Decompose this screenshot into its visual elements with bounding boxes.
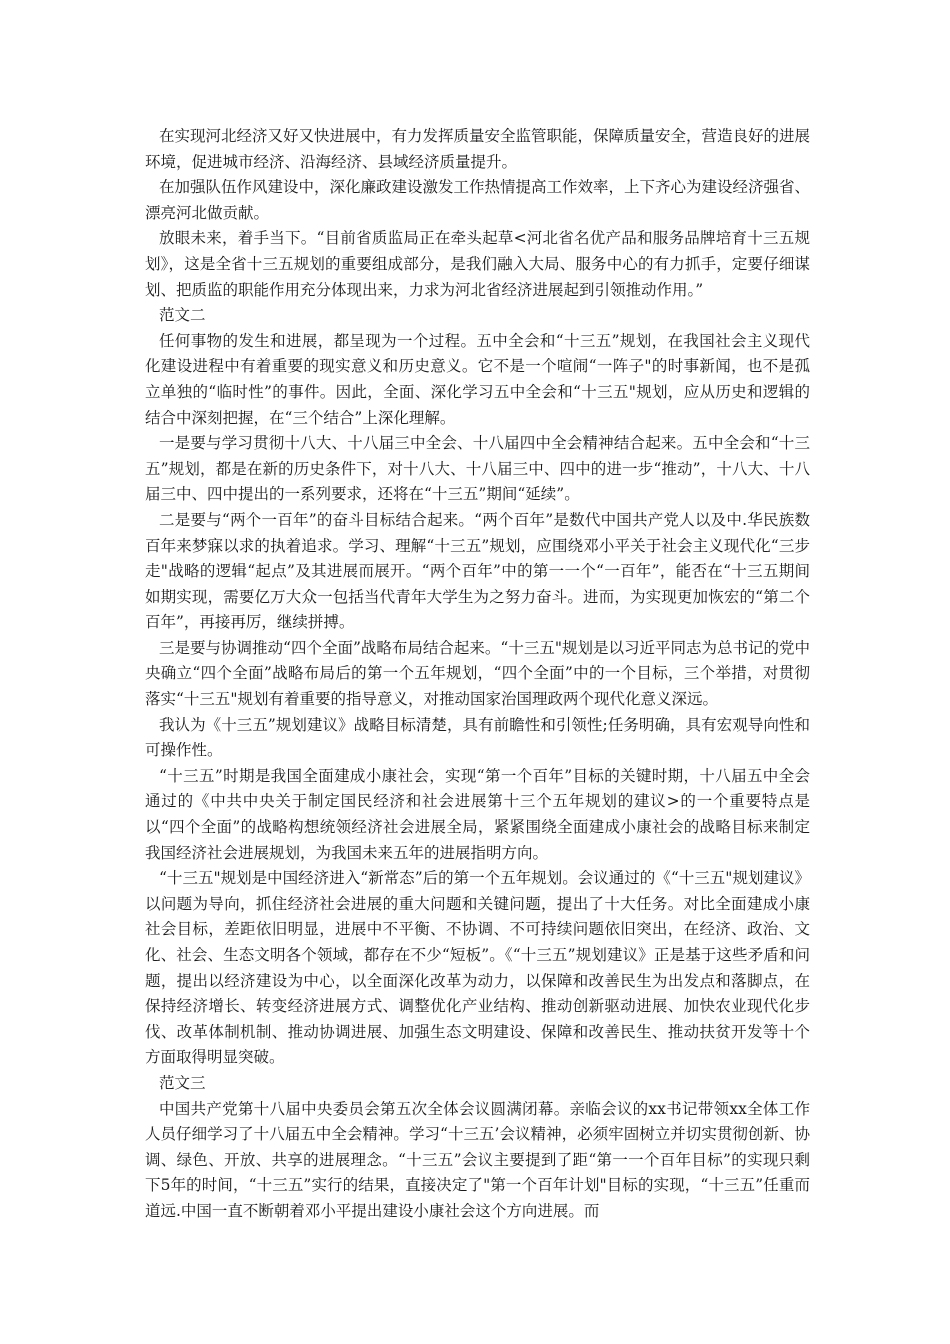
paragraph: 任何事物的发生和进展，都呈现为一个过程。五中全会和“十三五”规划，在我国社会主义现代化建设进程中有着重要的现实意义和历史意义。它不是一个喧闹“一阵子"的时事新闻，也不是孤立单独的“临时性”的事件。因此，全面、深化学习五中全会和“十三五"规划，应从历史和逻辑的结合中深刻把握，在“三个结合”上深化理解。: [145, 331, 810, 427]
paragraph: 二是要与“两个一百年”的奋斗目标结合起来。“两个百年”是数代中国共产党人以及中.华民族数百年来梦寐以求的执着追求。学习、理解“十三五”规划，应围绕邓小平关于社会主义现代化“三步走"战略的逻辑“起点”及其进展而展开。“两个百年”中的第一一个“一百年”，能否在“十三五期间如期实现，需要亿万大众一包括当代青年大学生为之努力奋斗。进而，为实现更加恢宏的“第二个百年”，再接再厉，继续拼搏。: [145, 510, 810, 632]
paragraph: 我认为《十三五”规划建议》战略目标清楚，具有前瞻性和引领性;任务明确，具有宏观导向性和可操作性。: [145, 715, 810, 760]
paragraph: 在加强队伍作风建设中，深化廉政建设激发工作热情提高工作效率，上下齐心为建设经济强省、漂亮河北做贡献。: [145, 178, 811, 222]
paragraph: “十三五”时期是我国全面建成小康社会，实现“第一个百年”目标的关键时期，十八届五中全会通过的《中共中央关于制定国民经济和社会进展第十三个五年规划的建议>的一个重要特点是以“四个全面”的战略构想统领经济社会进展全局，紧紧围绕全面建成小康社会的战略目标来制定我国经济社会进展规划，为我国未来五年的进展指明方向。: [145, 766, 810, 862]
paragraph: 三是要与协调推动“四个全面”战略布局结合起来。“十三五"规划是以习近平同志为总书记的党中央确立“四个全面”战略布局后的第一个五年规划，“四个全面”中的一个目标，三个举措，对贯彻落实“十三五"规划有着重要的指导意义，对推动国家治国理政两个现代化意义深远。: [145, 638, 810, 709]
section-heading: 范文二: [159, 306, 206, 325]
paragraph: “十三五"规划是中国经济进入“新常态”后的第一个五年规划。会议通过的《“十三五"规划建议》以问题为导向，抓住经济社会进展的重大问题和关键问题，提出了十大任务。对比全面建成小康社会目标，差距依旧明显，进展中不平衡、不协调、不可持续问题依旧突出，在经济、政治、文化、社会、生态文明各个领域，都存在不少“短板”。《“十三五”规划建议》正是基于这些矛盾和问题，提出以经济建设为中心，以全面深化改革为动力，以保障和改善民生为出发点和落脚点，在保持经济增长、转变经济进展方式、调整优化产业结构、推动创新驱动进展、加快农业现代化步伐、改革体制机制、推动协调进展、加强生态文明建设、保障和改善民生、推动扶贫开发等十个方面取得明显突破。: [145, 869, 810, 1067]
section-heading: 范文三: [159, 1073, 206, 1092]
paragraph: 放眼未来，着手当下。“目前省质监局正在牵头起草<河北省名优产品和服务品牌培育十三五规划》，这是全省十三五规划的重要组成部分，是我们融入大局、服务中心的有力抓手，定要仔细谋划、把质监的职能作用充分体现出来，力求为河北省经济进展起到引领推动作用。”: [145, 229, 810, 299]
paragraph: 中国共产党第十八届中央委员会第五次全体会议圆满闭幕。亲临会议的xx书记带领xx全体工作人员仔细学习了十八届五中全会精神。学习“十三五’会议精神，必须牢固树立并切实贯彻创新、协调、绿色、开放、共享的进展理念。“十三五”会议主要提到了距“第一一个百年目标”的实现只剩下5年的时间，“十三五”实行的结果，直接决定了"第一个百年计划"目标的实现，“十三五”任重而道远.中国一直不断朝着邓小平提出建设小康社会这个方向进展。而: [145, 1099, 810, 1220]
paragraph: 一是要与学习贯彻十八大、十八届三中全会、十八届四中全会精神结合起来。五中全会和“十三五”规划，都是在新的历史条件下，对十八大、十八届三中、四中的进一步“推动”，十八大、十八届三中、四中提出的一系列要求，还将在“十三五”期间“延续”。: [145, 434, 810, 504]
paragraph: 在实现河北经济又好又快进展中，有力发挥质量安全监管职能，保障质量安全，营造良好的进展环境，促进城市经济、沿海经济、县域经济质量提升。: [145, 127, 811, 171]
document-body: [145, 124, 810, 1225]
